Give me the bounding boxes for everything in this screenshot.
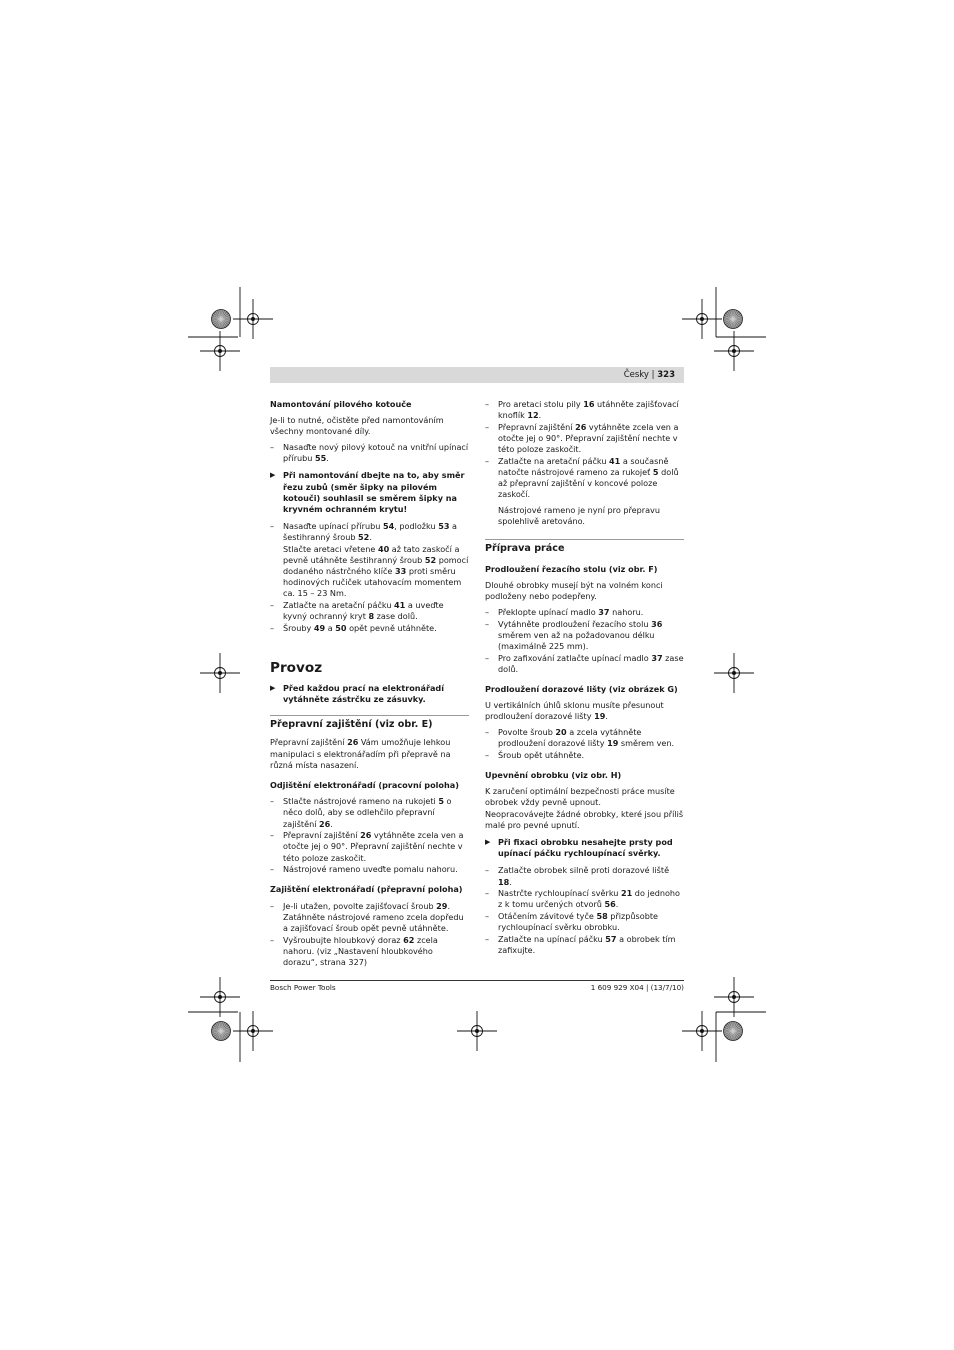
warning-triangle-icon: ▶ bbox=[485, 838, 491, 847]
item-text: Přepravní zajištění 26 vytáhněte zcela ven a otočte jej o 90°. Přepravní zajištění nechte v této poloze zaskočit. bbox=[498, 421, 679, 455]
list-item bbox=[485, 727, 684, 749]
item-text: Zatlačte na upínací páčku 57 a obrobek tím zafixujte. bbox=[498, 933, 676, 956]
left-column bbox=[270, 399, 469, 969]
dash-bullet: – bbox=[485, 607, 490, 618]
item-text: Před každou prací na elektronářadí vytáhněte zástrčku ze zásuvky. bbox=[283, 683, 444, 705]
paragraph: K zaručení optimální bezpečnosti práce musíte obrobek vždy pevně upnout. Neopracovávejte žádné obrobky, které jsou příliš malé pro pevné upnutí. bbox=[485, 786, 684, 830]
item-text: Vytáhněte prodloužení řezacího stolu 36 směrem ven až na požadovanou délku (maximálně 225 mm). bbox=[498, 618, 663, 652]
list-item bbox=[485, 619, 684, 653]
list-item bbox=[485, 888, 684, 910]
dash-bullet: – bbox=[270, 521, 275, 532]
item-text: Přepravní zajištění 26 vytáhněte zcela ven a otočte jej o 90°. Přepravní zajištění nechte v této poloze zaskočit. bbox=[283, 830, 464, 863]
warning-triangle-icon: ▶ bbox=[270, 684, 276, 693]
page-footer bbox=[270, 980, 684, 992]
list-item bbox=[485, 934, 684, 956]
dash-bullet: – bbox=[485, 727, 490, 738]
item-text: Vyšroubujte hloubkový doraz 62 zcela nahoru. (viz „Nastavení hloubkového dorazu“, strana 327) bbox=[283, 934, 438, 968]
item-text: Otáčením závitové tyče 58 přizpůsobte rychloupínací svěrku obrobku. bbox=[498, 911, 658, 933]
dash-bullet: – bbox=[270, 900, 275, 911]
dash-bullet: – bbox=[485, 749, 490, 760]
warning-note bbox=[485, 837, 684, 859]
list-item bbox=[485, 865, 684, 887]
dash-bullet: – bbox=[485, 455, 490, 466]
footer-brand: Bosch Power Tools bbox=[270, 983, 336, 992]
item-text: Nástrojové rameno uveďte pomalu nahoru. bbox=[283, 864, 458, 875]
dash-bullet: – bbox=[485, 888, 490, 899]
list-item bbox=[270, 796, 469, 830]
dash-bullet: – bbox=[485, 865, 490, 876]
item-text: Šrouby 49 a 50 opět pevně utáhněte. bbox=[283, 622, 437, 633]
warning-note bbox=[270, 470, 469, 515]
dash-bullet: – bbox=[270, 622, 275, 633]
item-text: Zatlačte na aretační páčku 41 a uveďte kyvný ochranný kryt 8 zase dolů. bbox=[283, 600, 444, 622]
dash-bullet: – bbox=[485, 399, 490, 409]
registration-dot bbox=[251, 1029, 255, 1033]
registration-dot bbox=[700, 1029, 704, 1033]
item-text: Nastrčte rychloupínací svěrku 21 do jednoho z k tomu určených otvorů 56. bbox=[498, 888, 680, 910]
subheading: Prodloužení řezacího stolu (viz obr. F) bbox=[485, 564, 658, 575]
paragraph: Dlouhé obrobky musejí být na volném konci podloženy nebo podepřeny. bbox=[485, 580, 663, 602]
registration-dot bbox=[732, 995, 736, 999]
section-heading: Přepravní zajištění (viz obr. E) bbox=[270, 715, 469, 731]
registration-dot bbox=[700, 317, 704, 321]
list-item bbox=[270, 864, 469, 875]
subheading: Upevnění obrobku (viz obr. H) bbox=[485, 770, 622, 781]
list-item bbox=[270, 600, 469, 622]
dash-bullet: – bbox=[270, 830, 275, 841]
list-item bbox=[485, 399, 684, 421]
continuation-paragraph: Nástrojové rameno je nyní pro přepravu spolehlivě aretováno. bbox=[498, 504, 660, 526]
subheading: Zajištění elektronářadí (přepravní poloha) bbox=[270, 884, 463, 895]
dash-bullet: – bbox=[270, 934, 275, 945]
page-number: 323 bbox=[657, 370, 675, 380]
page-header-bar bbox=[270, 367, 684, 383]
list-item bbox=[485, 456, 684, 501]
list-item bbox=[485, 750, 684, 761]
dash-bullet: – bbox=[485, 933, 490, 944]
item-text: Povolte šroub 20 a zcela vytáhněte prodloužení dorazové lišty 19 směrem ven. bbox=[498, 727, 675, 749]
list-item bbox=[270, 830, 469, 864]
list-item bbox=[270, 901, 469, 935]
dash-bullet: – bbox=[485, 421, 490, 432]
list-item bbox=[485, 422, 684, 456]
registration-dot bbox=[475, 1029, 479, 1033]
paragraph: Přepravní zajištění 26 Vám umožňuje lehkou manipulaci s elektronářadím při přepravě na různá místa nasazení. bbox=[270, 737, 451, 770]
item-text: Zatlačte obrobek silně proti dorazové liště 18. bbox=[498, 865, 670, 887]
dash-bullet: – bbox=[270, 796, 275, 807]
registration-dot bbox=[732, 671, 736, 675]
list-item bbox=[270, 442, 469, 464]
subheading: Odjištění elektronářadí (pracovní poloha) bbox=[270, 780, 459, 791]
header-language: Česky bbox=[623, 370, 649, 380]
item-text: Pro zafixování zatlačte upínací madlo 37 zase dolů. bbox=[498, 652, 684, 674]
right-column bbox=[485, 399, 684, 957]
dash-bullet: – bbox=[485, 911, 490, 922]
registration-dot bbox=[732, 349, 736, 353]
item-text: Nasaďte nový pilový kotouč na vnitřní upínací přírubu 55. bbox=[283, 442, 469, 464]
subheading: Namontování pilového kotouče bbox=[270, 399, 412, 409]
item-text: Šroub opět utáhněte. bbox=[498, 749, 585, 760]
paragraph: U vertikálních úhlů sklonu musíte přesunout prodloužení dorazové lišty 19. bbox=[485, 700, 664, 722]
item-text: Při fixaci obrobku nesahejte prsty pod upínací páčku rychloupínací svěrky. bbox=[498, 837, 673, 859]
dash-bullet: – bbox=[270, 600, 275, 611]
warning-note bbox=[270, 683, 469, 705]
item-text: Pro aretaci stolu pily 16 utáhněte zajišťovací knoflík 12. bbox=[498, 399, 679, 421]
item-text: Nasaďte upínací přírubu 54, podložku 53 a šestihranný šroub 52. Stlačte aretaci vřetene 40 až tato zaskočí a pevně utáhněte šestihranný šroub 52 pomocí dodaného nástrčného klíče 33 proti směru hodinových ručiček utahovacím momentem ca. 15 – 23 Nm. bbox=[283, 521, 469, 599]
dash-bullet: – bbox=[485, 618, 490, 629]
list-item bbox=[270, 935, 469, 969]
registration-dot bbox=[218, 349, 222, 353]
registration-dot bbox=[251, 317, 255, 321]
dash-bullet: – bbox=[270, 442, 275, 452]
dash-bullet: – bbox=[485, 652, 490, 663]
subheading: Prodloužení dorazové lišty (viz obrázek G) bbox=[485, 684, 678, 695]
registration-dot bbox=[218, 671, 222, 675]
list-item bbox=[270, 521, 469, 599]
list-item bbox=[485, 911, 684, 933]
warning-triangle-icon: ▶ bbox=[270, 471, 276, 480]
list-item bbox=[485, 653, 684, 675]
list-item bbox=[485, 607, 684, 618]
item-text: Stlačte nástrojové rameno na rukojeti 5 o něco dolů, aby se odlehčilo přepravní zajištění 26. bbox=[283, 796, 452, 829]
paragraph: Je-li to nutné, očistěte před namontováním všechny montované díly. bbox=[270, 415, 444, 437]
header-separator: | bbox=[651, 370, 655, 380]
section-title: Provoz bbox=[270, 660, 323, 677]
dash-bullet: – bbox=[270, 864, 275, 875]
section-heading: Příprava práce bbox=[485, 539, 684, 555]
item-text: Je-li utažen, povolte zajišťovací šroub 29. Zatáhněte nástrojové rameno zcela dopředu a zajišťovací šroub opět pevně utáhněte. bbox=[283, 900, 464, 934]
footer-doc-id: 1 609 929 X04 | (13/7/10) bbox=[590, 983, 684, 992]
registration-dot bbox=[218, 995, 222, 999]
item-text: Překlopte upínací madlo 37 nahoru. bbox=[498, 607, 644, 618]
item-text: Zatlačte na aretační páčku 41 a současně natočte nástrojové rameno za rukojeť 5 dolů až přepravní zajištění v koncové poloze zaskočí. bbox=[498, 455, 679, 500]
list-item bbox=[270, 623, 469, 634]
item-text: Při namontování dbejte na to, aby směr řezu zubů (směr šipky na pilovém kotouči) souhlasil se směrem šipky na kryvném ochranném krytu! bbox=[283, 470, 465, 515]
